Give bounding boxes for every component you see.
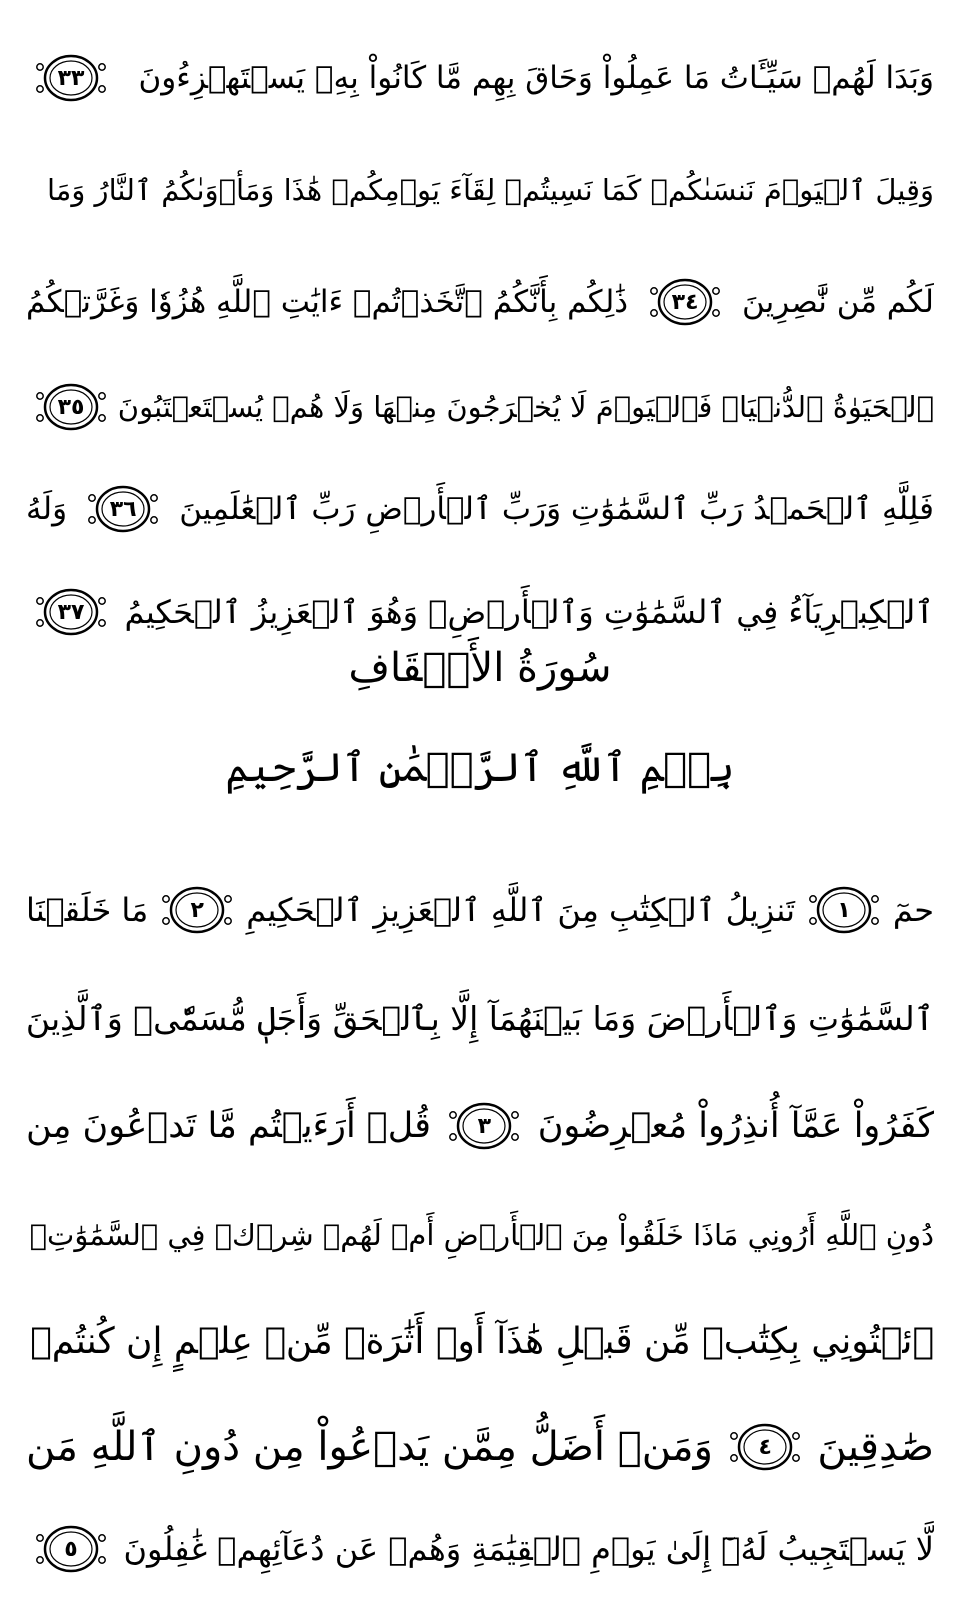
verse-line (26, 140, 934, 240)
verse-text: وَمَنۡ أَضَلُّ مِمَّن يَدۡعُواْ مِن دُونِ ٱللَّهِ مَن (26, 1424, 713, 1470)
verse-text: وَقِيلَ ٱلۡيَوۡمَ نَنسَىٰكُمۡ كَمَا نَسِيتُمۡ لِقَآءَ يَوۡمِكُمۡ هَٰذَا وَمَأۡوَىٰكُمُ ٱلنَّارُ وَمَا (46, 173, 934, 207)
ayah-number-marker (34, 585, 108, 639)
ayah-number: ٣٤ (671, 289, 699, 315)
verse-text: دُونِ ٱللَّهِ أَرُونِي مَاذَا خَلَقُواْ مِنَ ٱلۡأَرۡضِ أَمۡ لَهُمۡ شِرۡكٞ فِي ٱلسَّمَٰوَٰتِۖ (29, 1218, 934, 1252)
verse-text: ذَٰلِكُم بِأَنَّكُمُ ٱتَّخَذۡتُمۡ ءَايَٰتِ ٱللَّهِ هُزُوٗا وَغَرَّتۡكُمُ (26, 284, 629, 320)
basmala: بِسۡمِ ٱللَّهِ ٱلرَّحۡمَٰنِ ٱلرَّحِيمِ (225, 745, 735, 791)
verse-text: لَّا يَسۡتَجِيبُ لَهُۥٓ إِلَىٰ يَوۡمِ ٱلۡقِيَٰمَةِ وَهُمۡ عَن دُعَآئِهِمۡ غَٰفِلُونَ (123, 1530, 934, 1568)
verse-text: كَفَرُواْ عَمَّآ أُنذِرُواْ مُعۡرِضُونَ (537, 1106, 934, 1146)
ayah-number-marker (34, 380, 108, 434)
verse-text: صَٰدِقِينَ (817, 1424, 934, 1470)
ayah-number: ٣ (477, 1113, 492, 1139)
ayah-number-marker (648, 275, 722, 329)
verse-line (26, 1397, 934, 1497)
ayah-number-marker (86, 482, 160, 536)
ayah-number: ٢ (190, 897, 204, 923)
ayah-number-marker (160, 883, 234, 937)
verse-line (26, 1076, 934, 1176)
verse-line (26, 28, 934, 128)
verse-line (26, 1185, 934, 1285)
verse-line (26, 860, 934, 960)
ayah-number: ٤ (758, 1434, 772, 1460)
verse-line (26, 968, 934, 1068)
verse-text: وَبَدَا لَهُمۡ سَيِّـَٔاتُ مَا عَمِلُواْ وَحَاقَ بِهِم مَّا كَانُواْ بِهِۦ يَسۡتَهۡزِءُونَ (138, 60, 934, 96)
ayah-number: ٣٣ (57, 65, 85, 91)
verse-line (26, 1499, 934, 1599)
ayah-number-marker (34, 1522, 108, 1576)
ayah-number: ٣٦ (109, 496, 137, 522)
ayah-number-marker (807, 883, 881, 937)
verse-text: ٱلۡكِبۡرِيَآءُ فِي ٱلسَّمَٰوَٰتِ وَٱلۡأَرۡضِۖ وَهُوَ ٱلۡعَزِيزُ ٱلۡحَكِيمُ (124, 593, 934, 631)
verse-text: فَلِلَّهِ ٱلۡحَمۡدُ رَبِّ ٱلسَّمَٰوَٰتِ وَرَبِّ ٱلۡأَرۡضِ رَبِّ ٱلۡعَٰلَمِينَ (179, 491, 934, 527)
verse-text: لَكُم مِّن نَّٰصِرِينَ (742, 284, 934, 320)
ayah-number: ٣٥ (57, 394, 85, 420)
ayah-number-marker (34, 51, 108, 105)
verse-line (26, 252, 934, 352)
verse-text: تَنزِيلُ ٱلۡكِتَٰبِ مِنَ ٱللَّهِ ٱلۡعَزِيزِ ٱلۡحَكِيمِ (246, 891, 795, 929)
verse-line (26, 357, 934, 457)
surah-title: سُورَةُ الأَحۡقَافِ (348, 645, 612, 691)
verse-text: قُلۡ أَرَءَيۡتُم مَّا تَدۡعُونَ مِن (26, 1106, 432, 1146)
verse-text: حمٓ (892, 891, 934, 929)
verse-line (26, 562, 934, 662)
verse-text: ٱلۡحَيَوٰةُ ٱلدُّنۡيَاۚ فَٱلۡيَوۡمَ لَا يُخۡرَجُونَ مِنۡهَا وَلَا هُمۡ يُسۡتَعۡتَبُونَ (117, 390, 934, 424)
verse-text: مَا خَلَقۡنَا (26, 891, 149, 929)
ayah-number: ٥ (64, 1536, 78, 1562)
ayah-number: ٣٧ (57, 599, 85, 625)
ayah-number-marker (728, 1420, 802, 1474)
ayah-number: ١ (837, 897, 851, 923)
verse-line (26, 1291, 934, 1391)
ayah-number-marker (447, 1099, 521, 1153)
verse-text: ٱلسَّمَٰوَٰتِ وَٱلۡأَرۡضَ وَمَا بَيۡنَهُمَآ إِلَّا بِٱلۡحَقِّ وَأَجَلٖ مُّسَمّٗىۚ وَٱلَّذِينَ (26, 998, 934, 1038)
verse-line (26, 459, 934, 559)
verse-text: ٱئۡتُونِي بِكِتَٰبٖ مِّن قَبۡلِ هَٰذَآ أَوۡ أَثَٰرَةٖ مِّنۡ عِلۡمٍ إِن كُنتُمۡ (30, 1320, 934, 1362)
verse-text: وَلَهُ (26, 491, 68, 527)
